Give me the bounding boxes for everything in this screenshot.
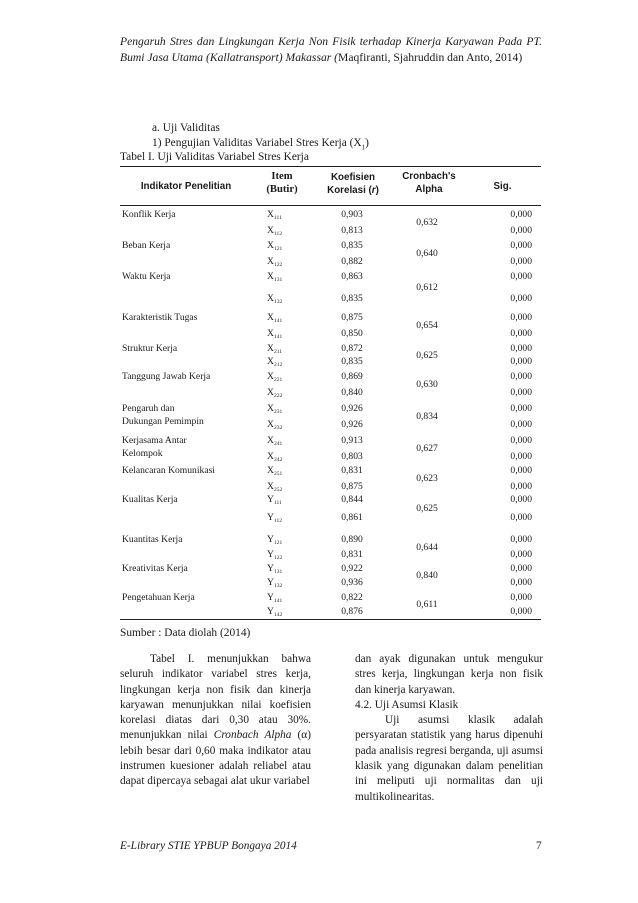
subsection-1-end: ) (365, 137, 369, 149)
item-sub: 122 (273, 262, 283, 268)
cronbach-alpha-value: 0,840 (416, 570, 438, 581)
significance-value: 0,000 (510, 577, 532, 588)
header-item-line2: (Butir) (266, 184, 298, 195)
header-item-line1: Item (271, 171, 293, 182)
correlation-value: 0,926 (341, 403, 363, 414)
item-code (267, 494, 282, 509)
item-sub: 141 (273, 318, 283, 324)
significance-value: 0,000 (510, 435, 532, 446)
item-code (267, 256, 282, 271)
correlation-value: 0,840 (341, 387, 363, 398)
item-sub: 252 (273, 487, 283, 493)
left-text-1: Tabel I. menunjukkan bahwa seluruh indikator variabel stres kerja, lingkungan kerja non fisik dan kinerja karyawan menunjukkan nilai koefisien korelasi diatas dari 0,30 atau 30%. menunjukkan nilai (120, 653, 311, 742)
table-caption: Tabel I. Uji Validitas Variabel Stres Kerja (120, 151, 309, 163)
item-var: Y (267, 549, 274, 560)
item-code (267, 312, 282, 327)
item-var: Y (267, 534, 274, 545)
correlation-value: 0,869 (341, 371, 363, 382)
item-var: X (267, 356, 274, 367)
significance-value: 0,000 (510, 387, 532, 398)
item-var: X (267, 312, 274, 323)
significance-value: 0,000 (510, 512, 532, 523)
header-authors: Maqfiranti, Sjahruddin dan Anto, 2014) (338, 51, 523, 64)
correlation-value: 0,835 (341, 293, 363, 304)
subsection-1-text: 1) Pengujian Validitas Variabel Stres Kerja (X (152, 137, 362, 149)
item-var: X (267, 387, 274, 398)
item-code (267, 435, 282, 450)
header-corr-pre: Korelasi ( (327, 185, 372, 196)
item-var: Y (267, 606, 274, 617)
significance-value: 0,000 (510, 240, 532, 251)
left-text-italic: Cronbach Alpha (213, 729, 292, 742)
footer-journal: E-Library STIE YPBUP Bongaya 2014 (120, 840, 297, 852)
item-sub: 131 (273, 277, 283, 283)
significance-value: 0,000 (510, 494, 532, 505)
item-code (267, 403, 282, 418)
correlation-value: 0,861 (341, 512, 363, 523)
correlation-value: 0,936 (341, 577, 363, 588)
header-alpha-line2: Alpha (415, 184, 443, 195)
item-sub: 222 (273, 393, 283, 399)
significance-value: 0,000 (510, 209, 532, 220)
left-text-2: (α) lebih besar dari 0,60 maka indikator atau instrumen kuesioner adalah reliabel atau dapat dipercaya sebagai alat ukur variabel (120, 729, 311, 788)
item-code (267, 465, 282, 480)
correlation-value: 0,850 (341, 328, 363, 339)
item-code (267, 549, 282, 564)
item-sub: 251 (273, 471, 283, 477)
significance-value: 0,000 (510, 328, 532, 339)
correlation-value: 0,835 (341, 240, 363, 251)
running-header (120, 34, 542, 66)
correlation-value: 0,863 (341, 271, 363, 282)
body-right-column (355, 652, 543, 805)
significance-value: 0,000 (510, 343, 532, 354)
cronbach-alpha-value: 0,654 (416, 320, 438, 331)
item-code (267, 534, 282, 549)
indicator-label: Pengetahuan Kerja (122, 592, 195, 603)
significance-value: 0,000 (510, 256, 532, 267)
significance-value: 0,000 (510, 271, 532, 282)
significance-value: 0,000 (510, 465, 532, 476)
subsection-a: a. Uji Validitas (152, 122, 220, 134)
indicator-label: Tanggung Jawab Kerja (122, 371, 211, 382)
item-var: X (267, 371, 274, 382)
cronbach-alpha-value: 0,632 (416, 217, 438, 228)
item-code (267, 512, 282, 527)
correlation-value: 0,875 (341, 312, 363, 323)
significance-value: 0,000 (510, 563, 532, 574)
item-code (267, 271, 282, 286)
table-bottom-rule (120, 619, 541, 620)
header-bottom-rule (120, 205, 541, 206)
header-corr-line1: Koefisien (330, 172, 376, 183)
left-paragraph (120, 652, 311, 790)
item-code (267, 387, 282, 402)
item-var: X (267, 293, 274, 304)
body-left-column (120, 652, 311, 790)
item-var: X (267, 256, 274, 267)
item-var: Y (267, 592, 274, 603)
indicator-label: Struktur Kerja (122, 343, 178, 354)
subsection-1 (152, 137, 369, 151)
item-code (267, 371, 282, 386)
header-alpha-line1: Cronbach's (402, 171, 456, 182)
item-sub: 121 (273, 540, 283, 546)
item-var: X (267, 240, 274, 251)
header-alpha (394, 170, 464, 196)
item-var: X (267, 419, 274, 430)
significance-value: 0,000 (510, 549, 532, 560)
cronbach-alpha-value: 0,644 (416, 541, 438, 553)
header-sig: Sig. (493, 181, 512, 192)
item-var: X (267, 451, 274, 462)
indicator-label: Pengaruh dan (122, 403, 175, 414)
item-code (267, 563, 282, 578)
correlation-value: 0,926 (341, 419, 363, 430)
section-heading-4-2: 4.2. Uji Asumsi Klasik (355, 698, 459, 711)
significance-value: 0,000 (510, 225, 532, 236)
significance-value: 0,000 (510, 312, 532, 323)
table-source: Sumber : Data diolah (2014) (120, 627, 251, 639)
item-sub: 141 (273, 334, 283, 340)
indicator-label: Kelancaran Komunikasi (122, 465, 215, 476)
indicator-label: Beban Kerja (122, 240, 171, 251)
item-sub: 111 (273, 215, 282, 221)
indicator-label: Kreativitas Kerja (122, 563, 188, 574)
page-number: 7 (536, 840, 542, 852)
table-top-rule (120, 166, 541, 167)
item-code (267, 419, 282, 434)
correlation-value: 0,882 (341, 256, 363, 267)
correlation-value: 0,803 (341, 451, 363, 462)
item-code (267, 225, 282, 240)
header-corr-line2 (312, 184, 394, 197)
correlation-value: 0,835 (341, 356, 363, 367)
correlation-value: 0,890 (341, 534, 363, 545)
item-var: X (267, 271, 274, 282)
correlation-value: 0,831 (341, 465, 363, 476)
item-code (267, 592, 282, 607)
significance-value: 0,000 (510, 534, 532, 545)
item-code (267, 240, 282, 255)
header-item (252, 170, 312, 196)
item-code (267, 356, 282, 371)
indicator-label: Kelompok (122, 447, 163, 459)
item-sub: 122 (273, 555, 283, 561)
item-code (267, 293, 282, 308)
item-sub: 212 (273, 362, 283, 368)
significance-value: 0,000 (510, 371, 532, 382)
correlation-value: 0,913 (341, 435, 363, 446)
item-sub: 232 (273, 425, 283, 431)
item-sub: 132 (273, 583, 283, 589)
correlation-value: 0,813 (341, 225, 363, 236)
significance-value: 0,000 (510, 592, 532, 603)
subsection-1-sub: 1 (361, 143, 366, 152)
item-var: X (267, 403, 274, 414)
correlation-value: 0,875 (341, 481, 363, 492)
item-var: X (267, 465, 274, 476)
item-sub: 112 (273, 518, 282, 524)
cronbach-alpha-value: 0,640 (416, 248, 438, 259)
correlation-value: 0,844 (341, 494, 363, 505)
item-sub: 132 (273, 299, 283, 305)
item-code (267, 209, 282, 224)
indicator-label: Konflik Kerja (122, 209, 176, 220)
item-code (267, 451, 282, 466)
correlation-value: 0,872 (341, 343, 363, 354)
header-title: Pengaruh Stres dan Lingkungan Kerja Non Fisik terhadap Kinerja Karyawan Pada PT. Bumi Jasa Utama (Kallatransport) Makassar ( (120, 35, 542, 64)
header-corr-var: r (371, 185, 376, 196)
cronbach-alpha-value: 0,627 (416, 443, 438, 454)
item-sub: 242 (273, 457, 283, 463)
cronbach-alpha-value: 0,611 (416, 599, 438, 610)
significance-value: 0,000 (510, 403, 532, 414)
correlation-value: 0,922 (341, 563, 363, 574)
indicator-label: Kualitas Kerja (122, 494, 178, 505)
item-var: Y (267, 563, 274, 574)
right-paragraph-2: Uji asumsi klasik adalah persyaratan statistik yang harus dipenuhi pada analisis regresi berganda, uji asumsi klasik yang digunakan dalam penelitian ini meliputi uji normalitas dan uji multikolinearitas. (355, 714, 543, 803)
significance-value: 0,000 (510, 356, 532, 367)
header-corr-post: ) (375, 185, 379, 196)
cronbach-alpha-value: 0,623 (416, 473, 438, 484)
item-sub: 141 (273, 598, 283, 604)
item-var: Y (267, 512, 274, 523)
item-var: X (267, 343, 274, 354)
significance-value: 0,000 (510, 606, 532, 617)
significance-value: 0,000 (510, 451, 532, 462)
correlation-value: 0,903 (341, 209, 363, 220)
item-sub: 221 (273, 377, 283, 383)
indicator-label: Dukungan Pemimpin (122, 415, 204, 427)
significance-value: 0,000 (510, 293, 532, 304)
indicator-label: Waktu Kerja (122, 271, 171, 282)
item-code (267, 577, 282, 592)
item-var: Y (267, 494, 274, 505)
item-var: X (267, 209, 274, 220)
item-sub: 142 (273, 612, 283, 618)
correlation-value: 0,822 (341, 592, 363, 603)
item-sub: 111 (273, 500, 282, 506)
indicator-label: Kuantitas Kerja (122, 534, 183, 545)
indicator-label: Kerjasama Antar (122, 435, 187, 446)
item-sub: 112 (273, 231, 282, 237)
item-var: Y (267, 577, 274, 588)
item-sub: 131 (273, 569, 283, 575)
cronbach-alpha-value: 0,612 (416, 282, 438, 293)
item-var: X (267, 225, 274, 236)
item-sub: 241 (273, 441, 283, 447)
indicator-label: Karakteristik Tugas (122, 312, 198, 323)
item-code (267, 328, 282, 343)
item-var: X (267, 435, 274, 446)
cronbach-alpha-value: 0,834 (416, 411, 438, 422)
right-paragraph-1: dan ayak digunakan untuk mengukur stres kerja, lingkungan kerja non fisik dan kinerja karyawan. (355, 653, 543, 696)
item-sub: 231 (273, 409, 283, 415)
correlation-value: 0,831 (341, 549, 363, 560)
item-var: X (267, 328, 274, 339)
correlation-value: 0,876 (341, 606, 363, 617)
item-sub: 121 (273, 246, 283, 252)
cronbach-alpha-value: 0,625 (416, 349, 438, 361)
header-correlation (312, 171, 394, 197)
cronbach-alpha-value: 0,630 (416, 379, 438, 390)
cronbach-alpha-value: 0,625 (416, 503, 438, 514)
item-var: X (267, 481, 274, 492)
header-indicator: Indikator Penelitian (140, 181, 232, 192)
significance-value: 0,000 (510, 481, 532, 492)
significance-value: 0,000 (510, 419, 532, 430)
item-sub: 211 (273, 349, 282, 355)
